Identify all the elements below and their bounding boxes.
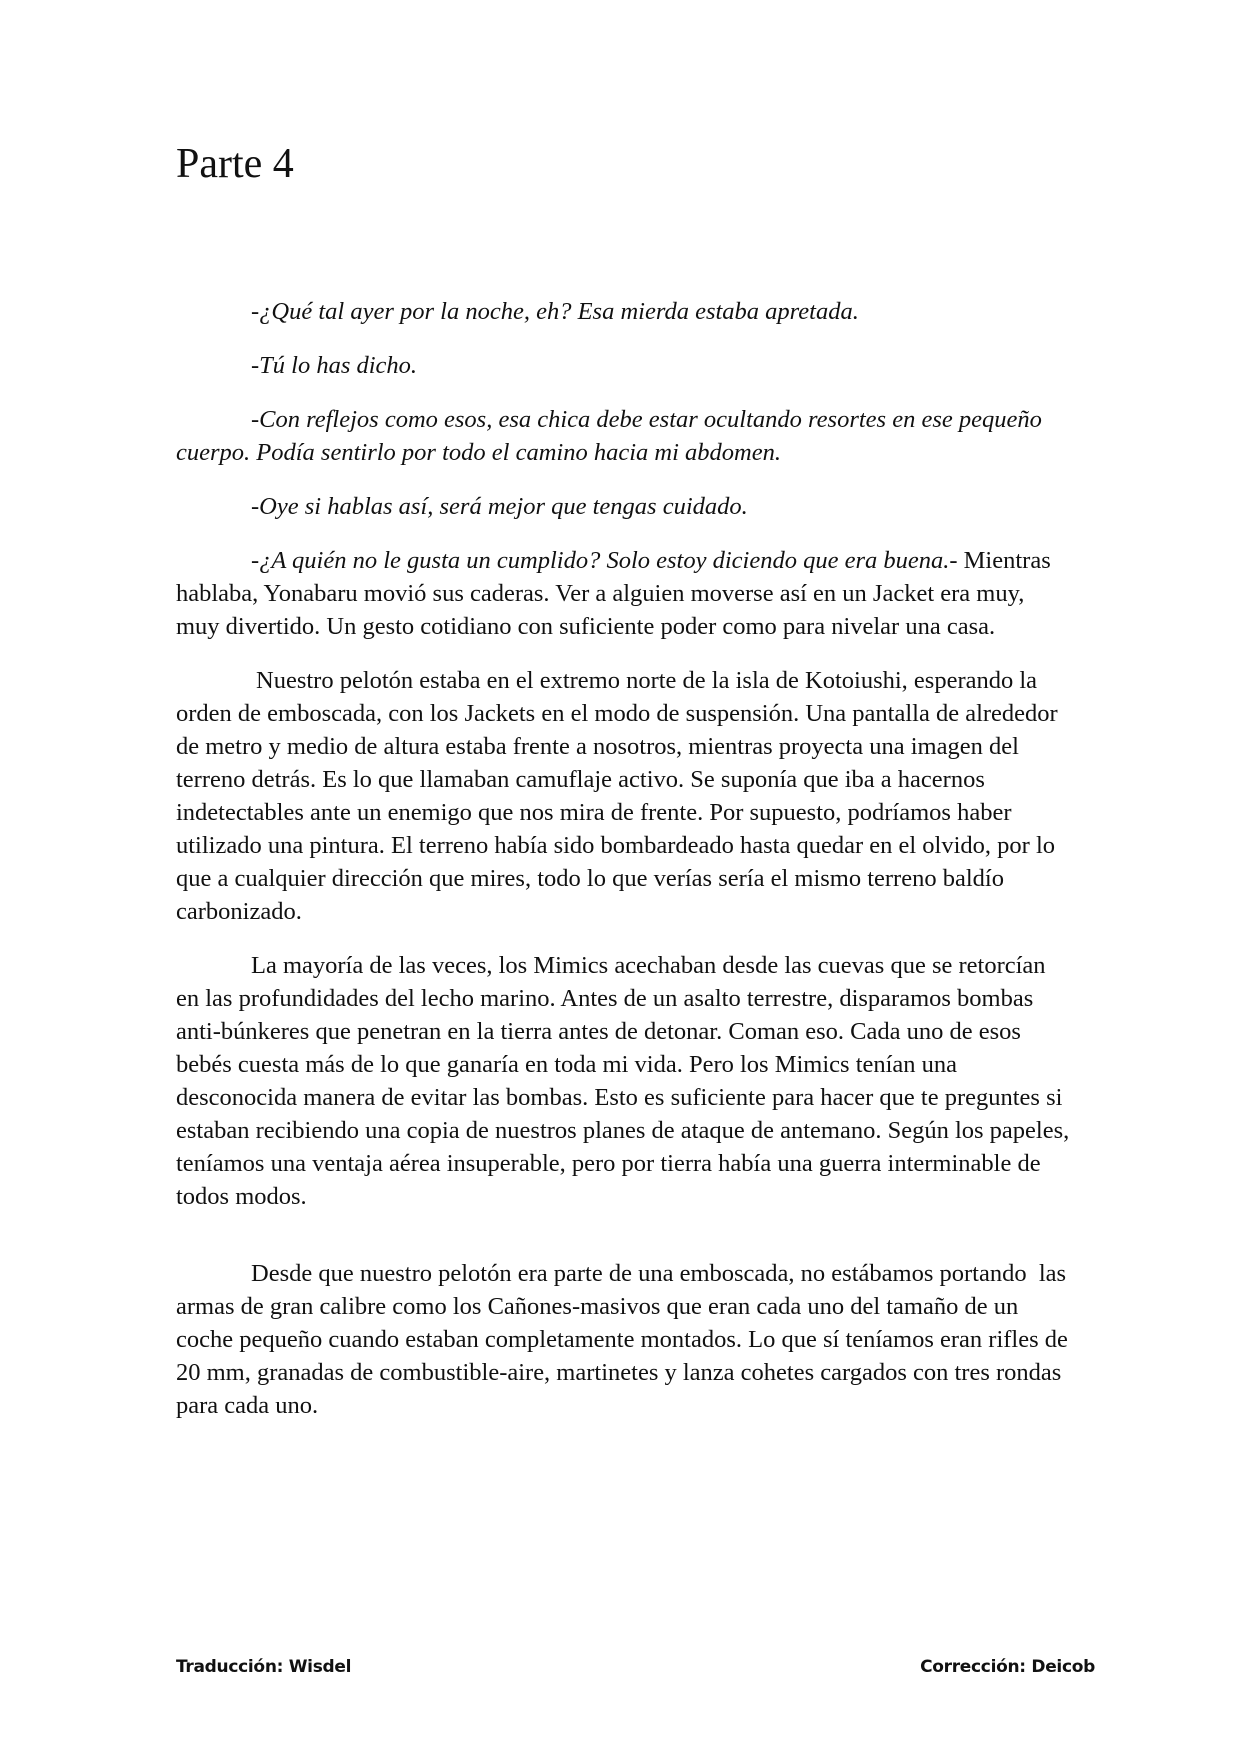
narration-text: - Mientras hablaba, Yonabaru movió sus caderas. Ver a alguien moverse así en un Jacket era muy, muy divertido. Un gesto cotidiano con suficiente poder como para nivelar una casa.: [176, 547, 1051, 640]
narrative-paragraph: Nuestro pelotón estaba en el extremo norte de la isla de Kotoiushi, esperando la orden de emboscada, con los Jackets en el modo de suspensión. Una pantalla de alrededor de metro y medio de altura estaba frente a nosotros, mientras proyecta una imagen del terreno detrás. Es lo que llamaban camuflaje activo. Se suponía que iba a hacernos indetectables ante un enemigo que nos mira de frente. Por supuesto, podríamos haber utilizado una pintura. El terreno había sido bombardeado hasta quedar en el olvido, por lo que a cualquier dirección que mires, todo lo que verías sería el mismo terreno baldío carbonizado.: [176, 667, 1058, 925]
dialogue-italic: -¿A quién no le gusta un cumplido? Solo estoy diciendo que era buena.: [251, 547, 950, 574]
proofreader-credit: Corrección: Deicob: [920, 1657, 1095, 1677]
dialogue-line: -Con reflejos como esos, esa chica debe estar ocultando resortes en ese pequeño cuerpo. Podía sentirlo por todo el camino hacia mi abdomen.: [176, 406, 1042, 466]
narrative-paragraph: Desde que nuestro pelotón era parte de una emboscada, no estábamos portando las armas de gran calibre como los Cañones-masivos que eran cada uno del tamaño de un coche pequeño cuando estaban completamente montados. Lo que sí teníamos eran rifles de 20 mm, granadas de combustible-aire, martinetes y lanza cohetes cargados con tres rondas para cada uno.: [176, 1260, 1075, 1419]
chapter-body: [176, 295, 1075, 1443]
mixed-paragraph: [176, 544, 1071, 643]
dialogue-line: -Oye si hablas así, será mejor que tengas cuidado.: [251, 493, 748, 520]
dialogue-line: -Tú lo has dicho.: [251, 352, 418, 379]
narrative-paragraph: La mayoría de las veces, los Mimics acechaban desde las cuevas que se retorcían en las profundidades del lecho marino. Antes de un asalto terrestre, disparamos bombas anti-búnkeres que penetran en la tierra antes de detonar. Coman eso. Cada uno de esos bebés cuesta más de lo que ganaría en toda mi vida. Pero los Mimics tenían una desconocida manera de evitar las bombas. Esto es suficiente para hacer que te preguntes si estaban recibiendo una copia de nuestros planes de ataque de antemano. Según los papeles, teníamos una ventaja aérea insuperable, pero por tierra había una guerra interminable de todos modos.: [176, 952, 1070, 1210]
translator-credit: Traducción: Wisdel: [176, 1657, 352, 1677]
dialogue-line: -¿Qué tal ayer por la noche, eh? Esa mierda estaba apretada.: [251, 298, 859, 325]
chapter-title: Parte 4: [176, 141, 294, 187]
